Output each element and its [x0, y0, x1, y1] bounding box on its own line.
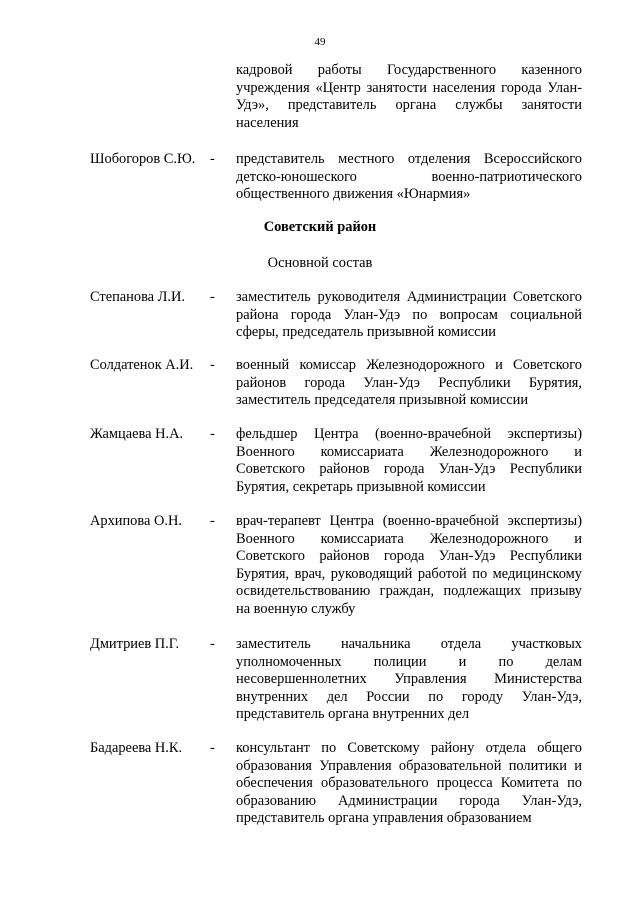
- separator-dash: -: [210, 426, 215, 442]
- page-number: 49: [314, 36, 326, 48]
- separator-dash: -: [210, 289, 215, 305]
- member-name: Шобогоров С.Ю.: [90, 151, 196, 167]
- separator-dash: -: [210, 513, 215, 529]
- member-name: Солдатенок А.И.: [90, 357, 194, 373]
- member-name: Дмитриев П.Г.: [90, 636, 180, 652]
- separator-dash: -: [210, 357, 215, 373]
- entry-description: кадровой работы Государственного казенного учреждения «Центр занятости населения города Улан-Удэ», представитель органа службы занятости населения: [236, 62, 582, 131]
- member-role: военный комиссар Железнодорожного и Советского районов города Улан-Удэ Республики Бурятия, заместитель председателя призывной комиссии: [236, 357, 582, 409]
- member-name: Архипова О.Н.: [90, 513, 182, 529]
- separator-dash: -: [210, 151, 215, 167]
- member-name: Бадареева Н.К.: [90, 740, 183, 756]
- member-name: Жамцаева Н.А.: [90, 426, 184, 442]
- member-role: консультант по Советскому району отдела общего образования Управления образовательной политики и обеспечения образовательного процесса Комитета по образованию Администрации города Улан-Удэ, представитель органа управления образованием: [236, 740, 582, 827]
- separator-dash: -: [210, 636, 215, 652]
- member-role: заместитель руководителя Администрации Советского района города Улан-Удэ по вопросам социальной сферы, председатель призывной комиссии: [236, 289, 582, 341]
- separator-dash: -: [210, 740, 215, 756]
- member-role: заместитель начальника отдела участковых уполномоченных полиции и по делам несовершеннолетних Управления Министерства внутренних дел России по городу Улан-Удэ, представитель органа внутренних дел: [236, 636, 582, 723]
- member-role: представитель местного отделения Всероссийского детско-юношеского военно-патриотического общественного движения «Юнармия»: [236, 151, 582, 203]
- section-subtitle: Основной состав: [267, 255, 373, 271]
- member-name: Степанова Л.И.: [90, 289, 186, 305]
- member-role: фельдшер Центра (военно-врачебной экспертизы) Военного комиссариата Железнодорожного и Советского районов города Улан-Удэ Республики Бурятия, секретарь призывной комиссии: [236, 426, 582, 495]
- section-title: Советский район: [263, 219, 377, 235]
- member-role: врач-терапевт Центра (военно-врачебной экспертизы) Военного комиссариата Железнодорожного и Советского районов города Улан-Удэ Республики Бурятия, врач, руководящий работой по медицинскому освидетельствованию граждан, подлежащих призыву на военную службу: [236, 513, 582, 617]
